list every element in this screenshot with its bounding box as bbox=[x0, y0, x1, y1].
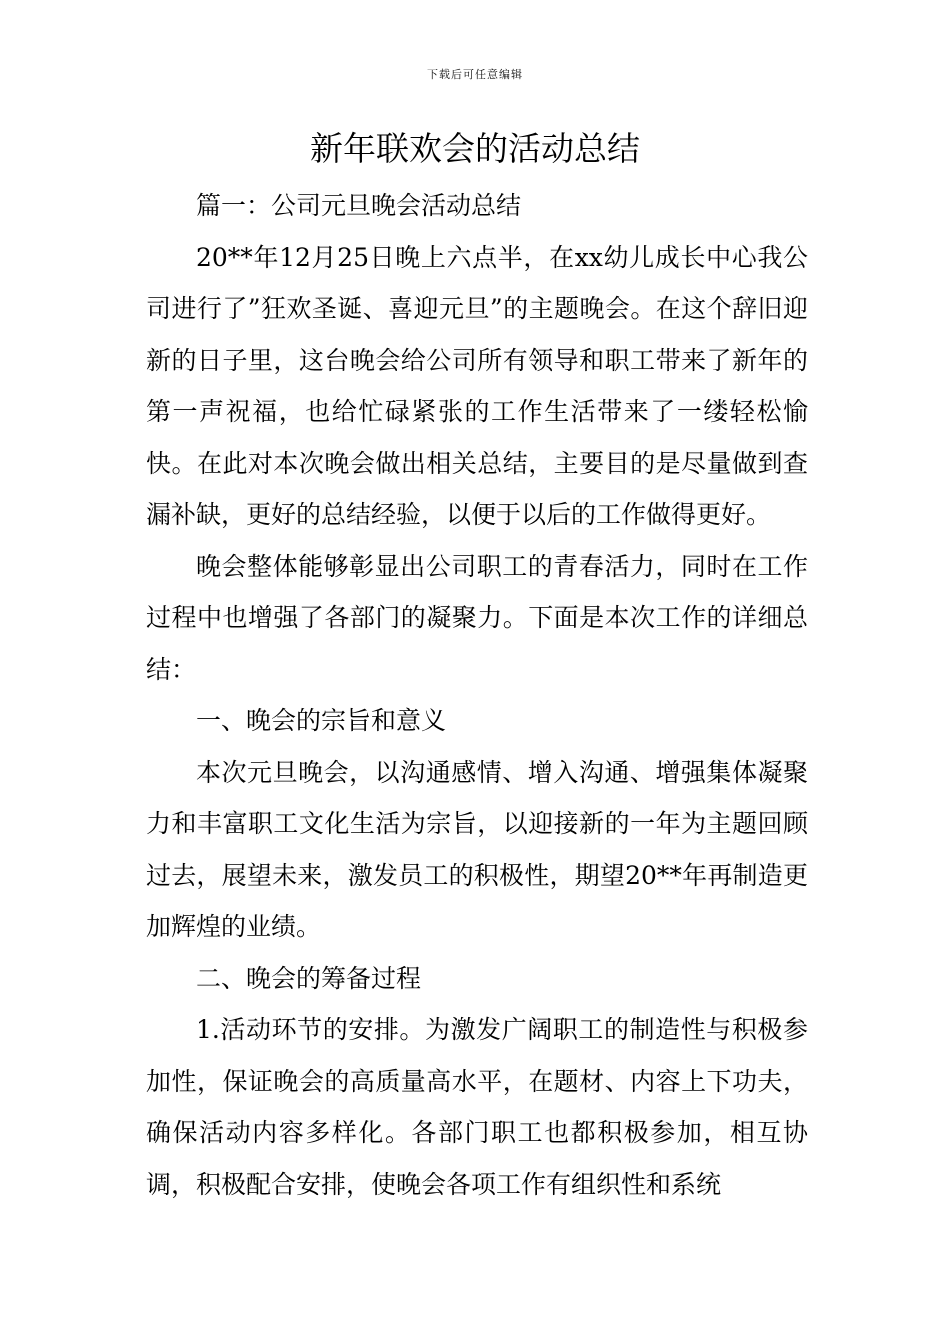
paragraph-purpose: 本次元旦晚会，以沟通感情、增入沟通、增强集体凝聚力和丰富职工文化生活为宗旨，以迎接新的一年为主题回顾过去，展望未来，激发员工的积极性，期望20**年再制造更加辉煌的业绩。 bbox=[146, 757, 808, 941]
document-body bbox=[146, 180, 808, 1210]
section-label: 篇一：公司元旦晚会活动总结 bbox=[196, 191, 522, 220]
header-note: 下载后可任意编辑 bbox=[427, 68, 523, 81]
paragraph-intro: 20**年12月25日晚上六点半，在xx幼儿成长中心我公司进行了”狂欢圣诞、喜迎元旦”的主题晚会。在这个辞旧迎新的日子里，这台晚会给公司所有领导和职工带来了新年的第一声祝福，也给忙碌紧张的工作生活带来了一缕轻松愉快。在此对本次晚会做出相关总结，主要目的是尽量做到查漏补缺，更好的总结经验，以便于以后的工作做得更好。 bbox=[146, 242, 808, 529]
document-title: 新年联欢会的活动总结 bbox=[310, 129, 640, 168]
heading-preparation: 二、晚会的筹备过程 bbox=[196, 963, 422, 993]
paragraph-preparation: 1.活动环节的安排。为激发广阔职工的制造性与积极参加性，保证晚会的高质量高水平，在题材、内容上下功夫，确保活动内容多样化。各部门职工也都积极参加，相互协调，积极配合安排，使晚会各项工作有组织性和系统 bbox=[146, 1015, 808, 1199]
paragraph-overview: 晚会整体能够彰显出公司职工的青春活力，同时在工作过程中也增强了各部门的凝聚力。下面是本次工作的详细总结： bbox=[146, 551, 808, 684]
heading-purpose: 一、晚会的宗旨和意义 bbox=[196, 706, 447, 735]
